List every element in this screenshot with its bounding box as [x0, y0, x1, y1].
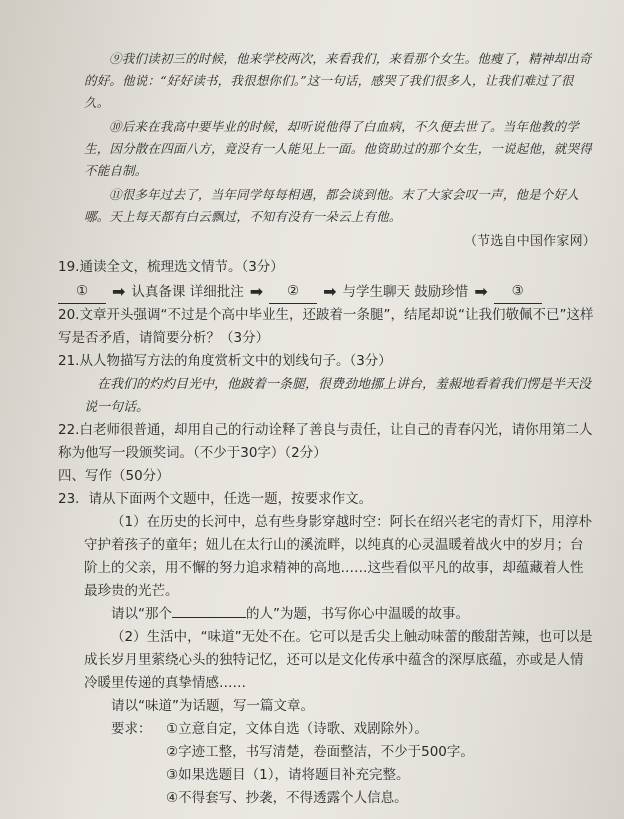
question-22: 22.白老师很普通，却用自己的行动诠释了善良与责任，让自己的青春闪光，请你用第二人称为他写一段颁奖词。（不少于30字）（2分）	[58, 422, 593, 461]
arrow-right-icon: ➡	[249, 281, 264, 301]
topic-1-prompt	[84, 603, 596, 626]
flow-blank-3: ③	[494, 279, 542, 304]
requirement-1: ①立意自定，文体自选（诗歌、戏剧除外）。	[166, 721, 428, 737]
question-23: 23．请从下面两个文题中，任选一题，按要求作文。	[58, 491, 373, 507]
requirements-label: 要求：	[111, 721, 152, 737]
passage	[84, 48, 596, 254]
page-content	[58, 48, 596, 810]
topic-1-prompt-post: 的人”为题，书写你心中温暖的故事。	[246, 606, 469, 622]
question-21-quote: 在我们的灼灼目光中，他跛着一条腿，很费劲地挪上讲台，羞赧地看着我们愣是半天没说一句话。	[84, 377, 592, 415]
topic-1: （1）在历史的长河中，总有些身影穿越时空：阿长在绍兴老宅的青灯下，用淳朴守护着孩子的童年；妞儿在太行山的溪流畔，以纯真的心灵温暖着战火中的岁月；台阶上的父亲，用不懈的努力追求精神的高地……这些看似平凡的故事，却蕴藏着人性最珍贵的光芒。	[84, 514, 593, 599]
requirement-2: ②字迹工整，书写清楚，卷面整洁，不少于500字。	[166, 744, 474, 760]
flow-step-2: 与学生聊天 鼓励珍惜	[342, 283, 469, 300]
title-blank	[172, 617, 246, 618]
question-19: 19.通读全文，梳理选文情节。（3分）	[58, 259, 284, 275]
passage-paragraph-9: ⑨我们读初三的时候，他来学校两次，来看我们，来看那个女生。他瘦了，精神却出奇的好。他说：“好好读书，我很想你们。”这一句话，感哭了我们很多人，让我们难过了很久。	[84, 51, 592, 110]
section-writing-title: 四、写作（50分）	[58, 468, 170, 484]
topic-2-prompt: 请以“味道”为话题，写一篇文章。	[111, 698, 314, 714]
topic-1-prompt-pre: 请以“那个	[111, 606, 172, 622]
passage-source: （节选自中国作家网）	[463, 234, 596, 249]
flow-blank-2: ②	[269, 279, 317, 304]
question-20: 20.文章开头强调“不过是个高中毕业生，还跛着一条腿”，结尾却说“让我们敬佩不已”这样写是否矛盾，请简要分析？（3分）	[58, 307, 594, 346]
topic-2: （2）生活中，“味道”无处不在。它可以是舌尖上触动味蕾的酸甜苦辣，也可以是成长岁月里萦绕心头的独特记忆，还可以是文化传承中蕴含的深厚底蕴，亦或是人情冷暖里传递的真挚情感……	[84, 629, 593, 691]
arrow-right-icon: ➡	[474, 281, 488, 301]
flow-blank-1: ①	[58, 279, 106, 304]
passage-paragraph-11: ⑪很多年过去了，当年同学每每相遇，都会谈到他。末了大家会叹一声，他是个好人哪。天上每天都有白云飘过，不知有没有一朵云上有他。	[84, 187, 579, 224]
passage-paragraph-10: ⑩后来在我高中要毕业的时候，却听说他得了白血病，不久便去世了。当年他教的学生，因分散在四面八方，竟没有一人能见上一面。他资助过的那个女生，一说起他，就哭得不能自制。	[84, 119, 593, 178]
flow-step-1: 认真备课 详细批注	[131, 283, 244, 300]
requirement-4: ④不得套写、抄袭，不得透露个人信息。	[166, 790, 408, 806]
arrow-right-icon: ➡	[112, 281, 126, 301]
plot-flow	[58, 279, 596, 304]
arrow-right-icon: ➡	[323, 281, 337, 301]
question-21: 21.从人物描写方法的角度赏析文中的划线句子。（3分）	[58, 353, 392, 369]
requirement-3: ③如果选题目（1），请将题目补充完整。	[166, 767, 410, 783]
